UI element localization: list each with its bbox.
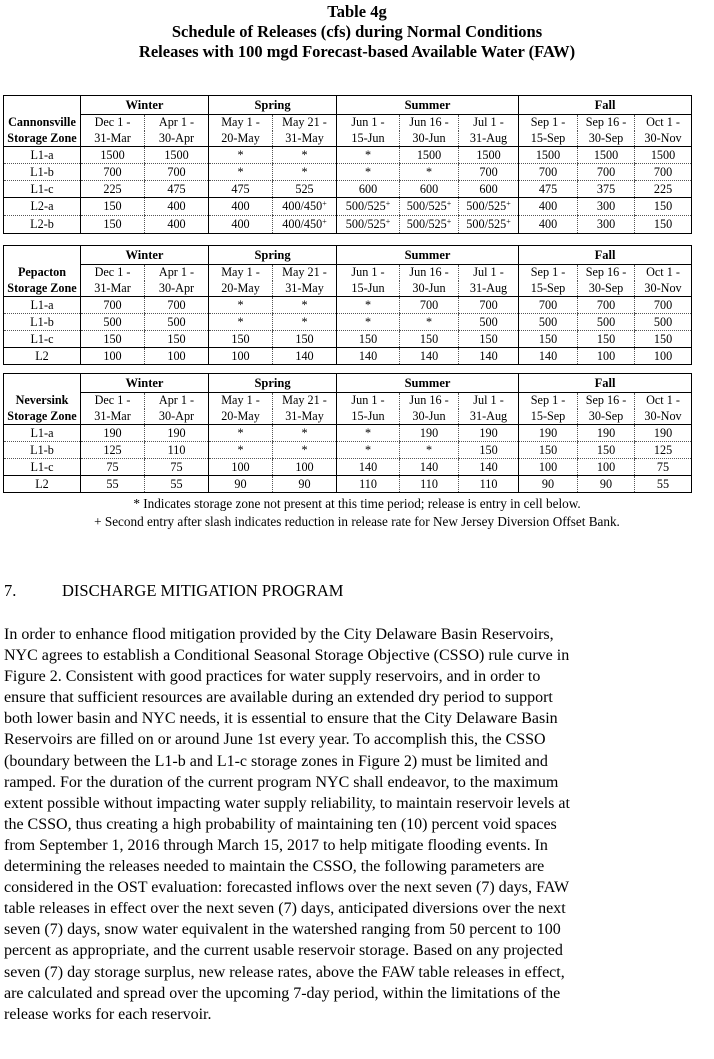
season-header-spring: Spring [209,96,337,115]
release-value-cell: 150 [400,331,459,348]
period-end-9: 30-Sep [578,409,635,425]
zone-row-label: L1-b [4,442,81,459]
zone-row-label: L1-c [4,331,81,348]
offset-bank-marker: + [506,199,511,208]
period-start-6: Jun 16 - [400,115,459,131]
period-start-1: Dec 1 - [81,115,145,131]
release-value-cell: 1500 [81,147,145,164]
period-start-7: Jul 1 - [459,393,519,409]
storage-zone-name: Pepacton [4,265,81,281]
release-value-cell: 150 [459,442,519,459]
release-value-cell: 700 [635,297,692,314]
release-value-cell: 400 [519,198,578,216]
paragraph-line: release works for each reservoir. [4,1005,212,1023]
release-value-cell: 150 [578,442,635,459]
period-end-1: 31-Mar [81,409,145,425]
season-header-fall: Fall [519,374,692,393]
season-header-spring: Spring [209,374,337,393]
release-value-cell: 75 [145,459,209,476]
period-end-1: 31-Mar [81,281,145,297]
table-row [4,476,692,493]
release-value-cell: 500 [578,314,635,331]
release-value-cell: 140 [459,459,519,476]
storage-zone-label: Storage Zone [4,131,81,147]
release-value-cell: 475 [209,181,273,198]
release-value-cell: 150 [81,331,145,348]
release-value-cell: 125 [81,442,145,459]
release-value-cell: 225 [635,181,692,198]
release-value-cell: 600 [337,181,400,198]
release-value-cell: 600 [400,181,459,198]
release-value-cell: * [209,425,273,442]
release-value-cell: 190 [459,425,519,442]
period-start-2: Apr 1 - [145,393,209,409]
release-value-cell: 110 [459,476,519,493]
zone-row-label: L1-b [4,314,81,331]
period-end-2: 30-Apr [145,131,209,147]
period-end-3: 20-May [209,409,273,425]
body-paragraph [4,624,712,1025]
release-value-cell: 300 [578,216,635,234]
release-value-cell: 700 [578,164,635,181]
release-value-text: 500/525 [345,217,386,231]
release-value-cell [400,216,459,234]
zone-header-blank [4,96,81,115]
table-row [4,459,692,476]
offset-bank-marker: + [506,217,511,226]
release-value-cell: 55 [145,476,209,493]
release-value-cell: 375 [578,181,635,198]
paragraph-line: seven (7) day storage surplus, new release rates, above the FAW table releases in effect, [4,963,565,981]
paragraph-line: In order to enhance flood mitigation provided by the City Delaware Basin Reservoirs, [4,626,554,643]
period-start-4: May 21 - [273,265,337,281]
release-value-cell: 110 [400,476,459,493]
release-value-cell: * [273,314,337,331]
release-value-cell: 150 [519,442,578,459]
season-header-winter: Winter [81,246,209,265]
season-header-winter: Winter [81,374,209,393]
period-end-6: 30-Jun [400,409,459,425]
zone-row-label: L1-a [4,297,81,314]
zone-row-label: L1-a [4,147,81,164]
period-end-7: 31-Aug [459,409,519,425]
period-end-2: 30-Apr [145,409,209,425]
release-value-cell: 190 [400,425,459,442]
release-value-text: 500/525 [406,217,447,231]
release-value-cell: 1500 [400,147,459,164]
release-value-cell [459,216,519,234]
release-value-text: 500/525 [406,199,447,213]
release-value-cell: 300 [578,198,635,216]
release-value-cell: * [273,164,337,181]
release-value-cell: 100 [81,348,145,365]
release-value-cell: 190 [578,425,635,442]
period-end-7: 31-Aug [459,131,519,147]
offset-bank-marker: + [385,217,391,226]
release-value-cell: * [337,147,400,164]
release-value-cell [459,198,519,216]
zone-row-label: L2-a [4,198,81,216]
period-start-8: Sep 1 - [519,393,578,409]
period-start-1: Dec 1 - [81,393,145,409]
release-value-cell: 150 [81,216,145,234]
period-end-5: 15-Jun [337,131,400,147]
release-value-cell: 90 [209,476,273,493]
period-end-3: 20-May [209,131,273,147]
period-start-3: May 1 - [209,265,273,281]
paragraph-line: are calculated and spread over the upcoming 7-day period, within the limitations of the [4,984,561,1002]
paragraph-line: from September 1, 2016 through March 15, 2017 to help mitigate flooding events. In [4,836,548,854]
period-start-3: May 1 - [209,393,273,409]
release-value-cell: * [273,147,337,164]
paragraph-line: the CSSO, thus creating a high probability of maintaining ten (10) percent void spaces [4,815,557,833]
period-start-8: Sep 1 - [519,265,578,281]
release-value-cell: 100 [578,348,635,365]
table-row [4,216,692,234]
release-value-cell: 475 [145,181,209,198]
release-value-cell: 150 [519,331,578,348]
release-value-cell: 500 [81,314,145,331]
period-end-7: 31-Aug [459,281,519,297]
period-end-3: 20-May [209,281,273,297]
release-value-cell: * [273,425,337,442]
period-start-4: May 21 - [273,115,337,131]
release-value-cell: 190 [145,425,209,442]
period-end-8: 15-Sep [519,409,578,425]
release-value-cell: 90 [578,476,635,493]
release-value-cell: 150 [81,198,145,216]
season-header-summer: Summer [337,246,519,265]
zone-row-label: L2-b [4,216,81,234]
season-header-fall: Fall [519,96,692,115]
paragraph-line: table releases in effect over the next seven (7) days, anticipated diversions over the next [4,900,566,918]
season-header-spring: Spring [209,246,337,265]
release-value-cell: 700 [519,164,578,181]
release-value-cell: * [337,442,400,459]
release-value-cell: 700 [81,297,145,314]
period-start-7: Jul 1 - [459,115,519,131]
release-value-cell [273,198,337,216]
offset-bank-marker: + [446,217,452,226]
section-title: DISCHARGE MITIGATION PROGRAM [62,581,344,600]
section-heading [4,581,343,601]
period-end-10: 30-Nov [635,281,692,297]
release-value-cell: 700 [459,164,519,181]
release-value-cell: 400 [519,216,578,234]
release-value-cell: 110 [337,476,400,493]
paragraph-line: percent as appropriate, and the current usable reservoir storage. Based on any projected [4,942,563,960]
period-start-1: Dec 1 - [81,265,145,281]
season-header-summer: Summer [337,374,519,393]
release-value-cell: * [337,297,400,314]
period-start-7: Jul 1 - [459,265,519,281]
release-value-cell: 700 [519,297,578,314]
release-value-text: 500/525 [466,217,507,231]
paragraph-line: both lower basin and NYC needs, it is essential to ensure that the City Delaware Basin [4,710,558,728]
period-start-4: May 21 - [273,393,337,409]
release-value-cell [400,198,459,216]
season-header-summer: Summer [337,96,519,115]
paragraph-line: determining the releases needed to maintain the CSSO, the following parameters are [4,858,545,876]
release-value-cell: * [400,164,459,181]
period-start-2: Apr 1 - [145,115,209,131]
release-value-cell [273,216,337,234]
release-value-cell: 75 [635,459,692,476]
release-value-cell: 150 [145,331,209,348]
paragraph-line: seven (7) days, snow water equivalent in the watershed ranging from 50 percent to 100 [4,921,561,939]
release-value-cell: 225 [81,181,145,198]
zone-row-label: L1-c [4,181,81,198]
table-row [4,314,692,331]
zone-header-blank [4,246,81,265]
table-number: Table 4g [327,2,387,21]
period-start-10: Oct 1 - [635,115,692,131]
release-value-cell: 55 [81,476,145,493]
table-row [4,442,692,459]
period-end-4: 31-May [273,409,337,425]
release-value-cell: 1500 [578,147,635,164]
period-end-6: 30-Jun [400,131,459,147]
release-value-cell: 500 [519,314,578,331]
release-value-cell: 100 [519,459,578,476]
table-row [4,348,692,365]
release-value-cell: 140 [337,459,400,476]
release-value-text: 500/525 [345,199,386,213]
release-value-cell: 140 [459,348,519,365]
release-value-text: 400/450 [282,217,323,231]
release-value-cell: 700 [81,164,145,181]
neversink-release-table [3,373,692,493]
release-value-cell: * [209,314,273,331]
zone-row-label: L1-b [4,164,81,181]
release-value-text: 400/450 [282,199,323,213]
period-start-3: May 1 - [209,115,273,131]
release-value-cell: 125 [635,442,692,459]
release-value-cell: 600 [459,181,519,198]
release-value-cell: * [209,442,273,459]
release-value-cell: 400 [145,216,209,234]
zone-row-label: L1-a [4,425,81,442]
zone-row-label: L1-c [4,459,81,476]
release-value-cell: 525 [273,181,337,198]
release-value-cell: 400 [145,198,209,216]
period-start-8: Sep 1 - [519,115,578,131]
release-value-cell: * [400,314,459,331]
period-start-5: Jun 1 - [337,393,400,409]
release-value-cell: 150 [635,198,692,216]
release-value-cell: 110 [145,442,209,459]
period-start-9: Sep 16 - [578,265,635,281]
release-value-cell: 140 [519,348,578,365]
release-value-cell: 150 [209,331,273,348]
release-value-cell: 700 [459,297,519,314]
release-value-cell: 1500 [145,147,209,164]
release-value-cell: * [209,147,273,164]
paragraph-line: (boundary between the L1-b and L1-c storage zones in Figure 2) must be limited and [4,752,548,770]
period-end-1: 31-Mar [81,131,145,147]
release-value-cell: 100 [209,459,273,476]
table-row [4,198,692,216]
release-value-cell: 100 [635,348,692,365]
release-value-cell: 400 [209,198,273,216]
release-value-cell: 1500 [635,147,692,164]
storage-zone-name: Neversink [4,393,81,409]
release-value-cell: 90 [273,476,337,493]
release-value-cell: 150 [337,331,400,348]
release-value-cell: 140 [400,348,459,365]
period-end-4: 31-May [273,281,337,297]
offset-bank-marker: + [385,199,391,208]
release-value-cell: 475 [519,181,578,198]
release-value-cell: * [337,314,400,331]
offset-bank-marker: + [322,199,327,208]
release-value-cell: * [337,164,400,181]
release-value-cell: 75 [81,459,145,476]
paragraph-line: ensure that sufficient resources are available during an extended dry period to support [4,689,553,707]
release-value-cell [337,216,400,234]
period-end-6: 30-Jun [400,281,459,297]
release-value-cell: 190 [635,425,692,442]
release-value-cell: 500 [459,314,519,331]
cannonsville-release-table [3,95,692,234]
release-value-cell: 500 [635,314,692,331]
period-start-10: Oct 1 - [635,393,692,409]
zone-row-label: L2 [4,476,81,493]
storage-zone-label: Storage Zone [4,281,81,297]
table-row [4,147,692,164]
release-value-cell: 700 [145,297,209,314]
release-value-cell: 150 [459,331,519,348]
release-value-cell: 150 [635,216,692,234]
table-title: Schedule of Releases (cfs) during Normal Conditions [171,22,543,41]
release-value-cell: 150 [273,331,337,348]
period-end-10: 30-Nov [635,409,692,425]
paragraph-line: ramped. For the duration of the current program NYC shall endeavor, to the maximum [4,773,559,791]
period-end-4: 31-May [273,131,337,147]
period-start-5: Jun 1 - [337,115,400,131]
release-value-cell: 140 [273,348,337,365]
paragraph-line: extent possible without impacting water supply reliability, to maintain reservoir levels at [4,794,570,812]
zone-row-label: L2 [4,348,81,365]
table-row [4,425,692,442]
release-value-cell: 150 [578,331,635,348]
period-end-10: 30-Nov [635,131,692,147]
release-value-cell: 190 [519,425,578,442]
zone-header-blank [4,374,81,393]
table-row [4,164,692,181]
paragraph-line: Reservoirs are filled on or around June 1st every year. To accomplish this, the CSSO [4,731,546,749]
release-value-cell: 700 [145,164,209,181]
period-start-9: Sep 16 - [578,393,635,409]
period-end-8: 15-Sep [519,281,578,297]
release-value-cell: 150 [635,331,692,348]
release-value-cell: * [273,297,337,314]
table-notes [0,495,714,531]
paragraph-line: considered in the OST evaluation: forecasted inflows over the next seven (7) days, FAW [4,879,570,897]
table-row [4,181,692,198]
release-value-cell: * [209,297,273,314]
release-value-cell: * [337,425,400,442]
paragraph-line: NYC agrees to establish a Conditional Seasonal Storage Objective (CSSO) rule curve in [4,647,570,665]
paragraph-line: Figure 2. Consistent with good practices for water supply reservoirs, and in order to [4,668,541,686]
storage-zone-label: Storage Zone [4,409,81,425]
release-value-cell: 1500 [519,147,578,164]
release-value-cell: 90 [519,476,578,493]
section-number: 7. [4,581,17,600]
asterisk-note: * Indicates storage zone not present at this time period; release is entry in cell below. [133,496,581,511]
release-value-cell: 1500 [459,147,519,164]
storage-zone-name: Cannonsville [4,115,81,131]
release-value-cell: 140 [337,348,400,365]
release-value-cell: 100 [578,459,635,476]
release-value-cell: 500 [145,314,209,331]
pepacton-release-table [3,245,692,365]
season-header-fall: Fall [519,246,692,265]
period-start-6: Jun 16 - [400,265,459,281]
period-start-2: Apr 1 - [145,265,209,281]
release-value-cell: 700 [635,164,692,181]
release-value-cell: 400 [209,216,273,234]
release-value-cell: 55 [635,476,692,493]
offset-bank-marker: + [322,217,327,226]
table-title-block [0,2,714,62]
period-start-10: Oct 1 - [635,265,692,281]
season-header-winter: Winter [81,96,209,115]
period-end-2: 30-Apr [145,281,209,297]
table-row [4,297,692,314]
release-value-cell: 100 [273,459,337,476]
release-value-text: 500/525 [466,199,507,213]
release-value-cell: * [400,442,459,459]
period-start-6: Jun 16 - [400,393,459,409]
release-value-cell: 700 [400,297,459,314]
period-start-5: Jun 1 - [337,265,400,281]
table-subtitle: Releases with 100 mgd Forecast-based Available Water (FAW) [138,42,576,61]
plus-note: + Second entry after slash indicates reduction in release rate for New Jersey Diversion Offset Bank. [94,514,620,529]
release-value-cell: * [273,442,337,459]
release-value-cell: 100 [209,348,273,365]
release-value-cell: 140 [400,459,459,476]
release-value-cell: * [209,164,273,181]
release-value-cell [337,198,400,216]
release-value-cell: 700 [578,297,635,314]
period-end-8: 15-Sep [519,131,578,147]
table-row [4,331,692,348]
offset-bank-marker: + [446,199,452,208]
period-start-9: Sep 16 - [578,115,635,131]
release-value-cell: 100 [145,348,209,365]
release-value-cell: 190 [81,425,145,442]
period-end-9: 30-Sep [578,131,635,147]
period-end-5: 15-Jun [337,409,400,425]
period-end-9: 30-Sep [578,281,635,297]
period-end-5: 15-Jun [337,281,400,297]
